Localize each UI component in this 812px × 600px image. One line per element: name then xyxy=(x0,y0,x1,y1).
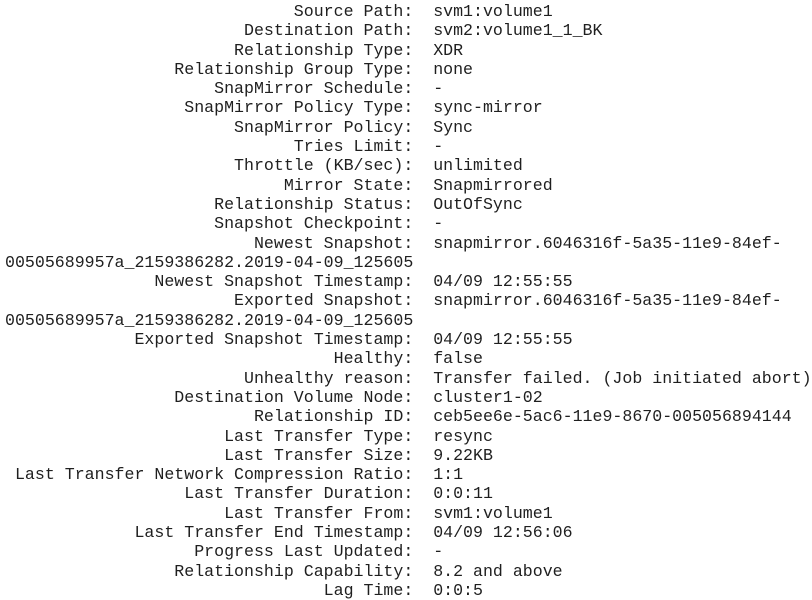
field-label: Mirror State: xyxy=(5,175,414,195)
output-row xyxy=(5,21,812,40)
output-row xyxy=(5,330,812,349)
field-value: cluster1-02 xyxy=(433,387,543,407)
output-row xyxy=(5,562,812,581)
output-row xyxy=(5,118,812,137)
field-label: Relationship Type: xyxy=(5,40,414,60)
field-label: SnapMirror Policy: xyxy=(5,117,414,137)
field-value: 1:1 xyxy=(433,465,464,485)
field-value: false xyxy=(433,349,483,369)
field-label: Relationship Capability: xyxy=(5,561,414,581)
field-label: Last Transfer Type: xyxy=(5,426,414,446)
output-row xyxy=(5,98,812,117)
field-value: snapmirror.6046316f-5a35-11e9-84ef- xyxy=(433,233,782,253)
field-label: Destination Path: xyxy=(5,21,414,41)
output-row xyxy=(5,272,812,291)
output-row xyxy=(5,2,812,21)
field-label: Relationship Status: xyxy=(5,194,414,214)
output-row xyxy=(5,349,812,368)
output-row xyxy=(5,41,812,60)
output-row xyxy=(5,137,812,156)
field-value: snapmirror.6046316f-5a35-11e9-84ef- xyxy=(433,291,782,311)
output-row xyxy=(5,234,812,253)
field-value: - xyxy=(433,214,444,234)
field-label: Lag Time: xyxy=(5,580,414,600)
field-value: - xyxy=(433,79,444,99)
output-row xyxy=(5,504,812,523)
field-value: sync-mirror xyxy=(433,98,543,118)
output-row xyxy=(5,79,812,98)
output-row xyxy=(5,542,812,561)
field-label: SnapMirror Policy Type: xyxy=(5,98,414,118)
output-continuation-line xyxy=(5,253,812,272)
output-row xyxy=(5,195,812,214)
output-row xyxy=(5,156,812,175)
field-label: Last Transfer Duration: xyxy=(5,484,414,504)
field-value: XDR xyxy=(433,40,464,60)
output-row xyxy=(5,407,812,426)
field-label: Last Transfer Network Compression Ratio: xyxy=(5,465,414,485)
field-label: Newest Snapshot Timestamp: xyxy=(5,272,414,292)
field-value: Snapmirrored xyxy=(433,175,553,195)
field-value: 04/09 12:55:55 xyxy=(433,272,573,292)
field-value: ceb5ee6e-5ac6-11e9-8670-005056894144 xyxy=(433,407,792,427)
field-value: - xyxy=(433,542,444,562)
output-row xyxy=(5,214,812,233)
field-label: Unhealthy reason: xyxy=(5,368,414,388)
output-row xyxy=(5,446,812,465)
field-value: unlimited xyxy=(433,156,523,176)
field-value: 8.2 and above xyxy=(433,561,563,581)
field-label: Relationship ID: xyxy=(5,407,414,427)
field-label: Newest Snapshot: xyxy=(5,233,414,253)
output-row xyxy=(5,176,812,195)
field-value: Transfer failed. (Job initiated abort) xyxy=(433,368,812,388)
field-value: 04/09 12:55:55 xyxy=(433,330,573,350)
field-label: Healthy: xyxy=(5,349,414,369)
field-label: Throttle (KB/sec): xyxy=(5,156,414,176)
output-row xyxy=(5,60,812,79)
field-value: 9.22KB xyxy=(433,445,493,465)
field-value: svm2:volume1_1_BK xyxy=(433,21,603,41)
field-label: Last Transfer From: xyxy=(5,503,414,523)
field-value: 0:0:5 xyxy=(433,580,483,600)
output-continuation-line xyxy=(5,311,812,330)
field-label: SnapMirror Schedule: xyxy=(5,79,414,99)
field-value: Sync xyxy=(433,117,474,137)
continuation-text: 00505689957a_2159386282.2019-04-09_125605 xyxy=(5,252,414,272)
field-label: Last Transfer Size: xyxy=(5,445,414,465)
output-row xyxy=(5,581,812,600)
output-row xyxy=(5,388,812,407)
output-row xyxy=(5,465,812,484)
output-row xyxy=(5,369,812,388)
field-label: Source Path: xyxy=(5,2,414,21)
field-label: Progress Last Updated: xyxy=(5,542,414,562)
field-value: svm1:volume1 xyxy=(433,503,553,523)
field-label: Relationship Group Type: xyxy=(5,59,414,79)
field-label: Exported Snapshot: xyxy=(5,291,414,311)
field-value: 0:0:11 xyxy=(433,484,493,504)
field-value: resync xyxy=(433,426,493,446)
field-value: none xyxy=(433,59,474,79)
field-label: Destination Volume Node: xyxy=(5,387,414,407)
output-row xyxy=(5,484,812,503)
field-label: Exported Snapshot Timestamp: xyxy=(5,330,414,350)
output-row xyxy=(5,291,812,310)
output-row xyxy=(5,427,812,446)
field-label: Last Transfer End Timestamp: xyxy=(5,523,414,543)
output-row xyxy=(5,523,812,542)
field-label: Tries Limit: xyxy=(5,137,414,157)
field-value: svm1:volume1 xyxy=(433,2,553,21)
field-value: 04/09 12:56:06 xyxy=(433,523,573,543)
field-label: Snapshot Checkpoint: xyxy=(5,214,414,234)
field-value: OutOfSync xyxy=(433,194,523,214)
continuation-text: 00505689957a_2159386282.2019-04-09_125605 xyxy=(5,310,414,330)
field-value: - xyxy=(433,137,444,157)
